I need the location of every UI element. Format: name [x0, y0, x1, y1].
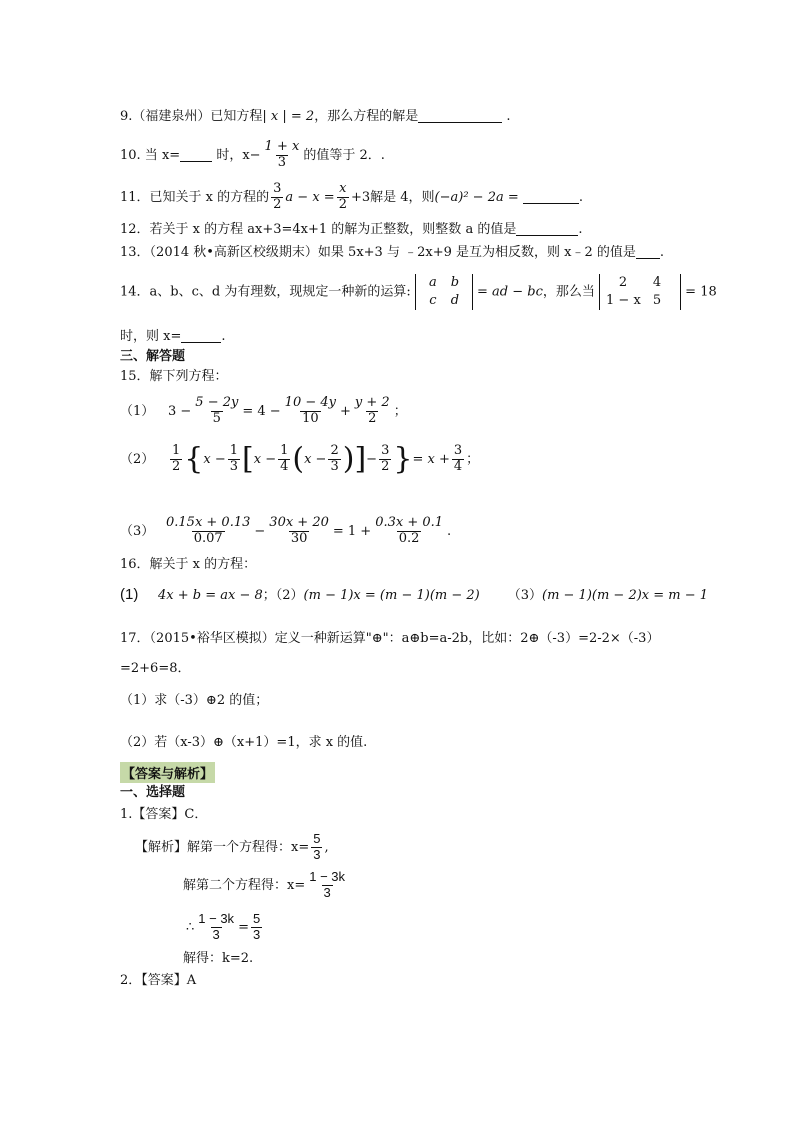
answer-2: 2．【答案】A: [120, 973, 197, 988]
question-15-part-2: （2） $\frac{1}{2}$ {x − $\frac{1}{3}$ [x − $\frac{1}{4}$ (x − $\frac{2}{3}$ )]− $\frac{3}{2}$ }= x + $\frac{3}{4}$ ；: [120, 441, 480, 477]
q13-text: 13．（2014 秋•高新区校级期末）如果 5x+3 与 ﹣2x+9 是互为相反数，则 x﹣2 的值是: [120, 245, 636, 260]
q11-expression: (−a)² − 2a =: [434, 189, 519, 205]
question-16-title: 16．解关于 x 的方程：: [120, 557, 257, 572]
question-14: [120, 274, 717, 310]
q14-mid: ，那么当: [542, 284, 595, 300]
question-13: [120, 244, 664, 262]
q13-answer-blank[interactable]: [636, 244, 660, 259]
q10-fraction: $\frac{1 + x}{3}$: [264, 139, 300, 170]
q14-text: 14．a、b、c、d 为有理数，现规定一种新的运算:: [120, 284, 411, 300]
q13-end: .: [659, 245, 664, 260]
question-12: [120, 221, 582, 239]
question-10: [120, 140, 385, 171]
q14-definition: = ad − bc: [477, 284, 543, 300]
question-17-line-1: 17．（2015•裕华区模拟）定义一种新运算"⊕"：a⊕b=a-2b，比如：2⊕（-3）=2-2×（-3）: [120, 631, 660, 646]
q16-p3-equation: (m − 1)(m − 2)x = m − 1: [542, 588, 709, 603]
question-17-sub-1: （1）求（-3）⊕2 的值；: [120, 693, 269, 708]
answer-section-tag: 【答案与解析】: [120, 762, 215, 783]
question-9: [120, 108, 511, 126]
q11-plus: +3: [350, 189, 371, 205]
q9-text: 9.（福建泉州）已知方程: [120, 109, 263, 124]
q10-mid: 时，x−: [216, 147, 261, 163]
q15-p1-label: （1）: [120, 403, 155, 419]
q16-p3-label: （3）: [507, 588, 542, 603]
q9-end: .: [506, 109, 511, 124]
q16-p1-equation: 4x + b = ax − 8: [158, 588, 263, 603]
q14-determinant-2: 2 4 1 − x 5: [599, 274, 681, 310]
q14-line2-text: 时，则 x=: [120, 329, 182, 344]
q9-mid: ，那么方程的解是: [314, 109, 419, 124]
q10-text: 10. 当 x=: [120, 147, 181, 163]
question-17-line-2: =2+6=8．: [120, 661, 191, 676]
q15-p3-label: （3）: [120, 523, 155, 539]
q14-end: .: [221, 329, 226, 344]
q12-text: 12．若关于 x 的方程 ax+3=4x+1 的解为正整数，则整数 a 的值是: [120, 222, 517, 237]
q11-end: .: [578, 189, 584, 205]
q11-text: 11．已知关于 x 的方程的: [120, 189, 270, 205]
question-15-part-3: （3） $\frac{0.15x + 0.13}{0.07}$ − $\frac{30x + 20}{30}$ = 1 + $\frac{0.3x + 0.1}{0.2}$ .: [120, 515, 452, 546]
q11-mid: 解是 4，则: [370, 189, 435, 205]
question-16-parts: [120, 586, 708, 605]
answer-1-analysis: 【解析】解第一个方程得：x= $\frac{5}{3}$ ,: [135, 831, 329, 862]
q9-answer-blank[interactable]: [418, 108, 502, 123]
q12-end: .: [578, 222, 583, 237]
section-3-heading: 三、解答题: [120, 349, 186, 364]
q16-p2-equation: (m − 1)x = (m − 1)(m − 2): [303, 588, 480, 603]
answer-1: 1.【答案】C．: [120, 807, 208, 822]
analysis-text: 【解析】解第一个方程得：x=: [135, 839, 310, 855]
question-15-part-1: （1） 3 − $\frac{5 - 2y}{5}$ = 4 − $\frac{10 - 4y}{10}$ + $\frac{y + 2}{2}$ ；: [120, 395, 407, 426]
q16-p2-label: ；（2）: [262, 588, 304, 603]
therefore-symbol: ∴: [186, 919, 195, 935]
q14-determinant-1: a b c d: [415, 274, 473, 310]
q10-end: 的值等于 2．.: [303, 147, 385, 163]
q14-rhs: = 18: [685, 284, 717, 300]
second-equation-text: 解第二个方程得：x=: [183, 877, 306, 893]
q10-answer-blank[interactable]: [180, 147, 212, 162]
answer-1-solution: 解得：k=2.: [183, 951, 254, 966]
q15-p2-label: （2）: [120, 451, 155, 467]
question-11: [120, 182, 583, 213]
q11-fraction-2: $\frac{x}{2}$: [338, 181, 347, 212]
answer-section-1-heading: 一、选择题: [120, 785, 186, 800]
q14-answer-blank[interactable]: [181, 328, 221, 343]
question-14-line-2: [120, 328, 226, 346]
q11-answer-blank[interactable]: [523, 189, 579, 204]
q12-answer-blank[interactable]: [516, 221, 578, 236]
q9-equation: | x | = 2: [262, 109, 315, 124]
q11-lhs: a − x =: [285, 189, 335, 205]
answer-1-therefore: ∴ $\frac{1 - 3k}{3}$ = $\frac{5}{3}$: [186, 911, 261, 942]
q11-fraction-1: $\frac{3}{2}$: [273, 181, 282, 212]
answer-1-second-equation: 解第二个方程得：x= $\frac{1 - 3k}{3}$: [183, 869, 346, 900]
question-17-sub-2: （2）若（x-3）⊕（x+1）=1，求 x 的值.: [120, 735, 368, 750]
q16-p1-label: (1): [120, 586, 139, 603]
question-15-title: 15．解下列方程：: [120, 369, 228, 384]
